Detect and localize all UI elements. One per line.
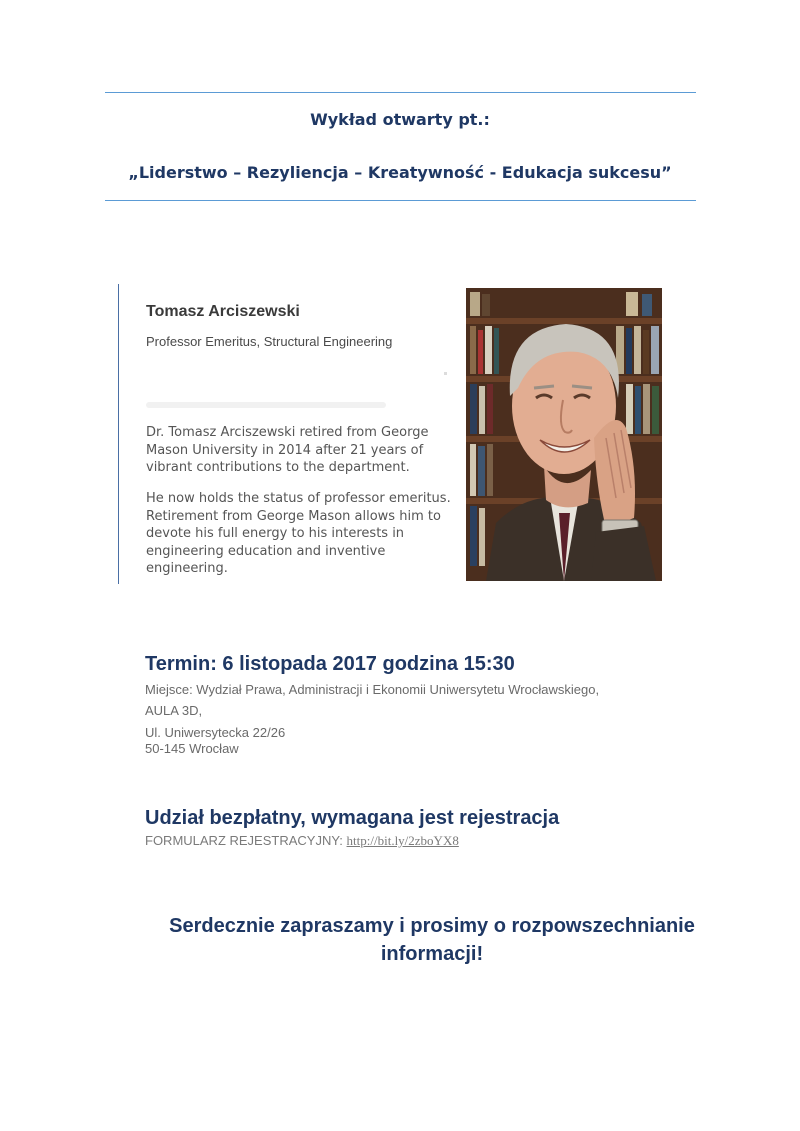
speaker-portrait-photo bbox=[466, 288, 662, 581]
top-divider bbox=[105, 92, 696, 93]
registration-form-line bbox=[145, 833, 459, 849]
speaker-bio-paragraph-2: He now holds the status of professor emeritus. Retirement from George Mason allows him to devote his full energy to his interests in engineering education and inventive engineering. bbox=[146, 491, 451, 576]
participation-notice: Udział bezpłatny, wymagana jest rejestracja bbox=[145, 807, 560, 829]
speaker-name: Tomasz Arciszewski bbox=[146, 303, 300, 320]
address-line: Miejsce: Wydział Prawa, Administracji i Ekonomii Uniwersytetu Wrocławskiego, bbox=[145, 682, 600, 697]
speaker-role: Professor Emeritus, Structural Engineering bbox=[146, 334, 393, 349]
lecture-title: „Liderstwo – Rezyliencja – Kreatywność - Edukacja sukcesu” bbox=[128, 163, 672, 182]
speaker-bio-paragraph-1: Dr. Tomasz Arciszewski retired from George Mason University in 2014 after 21 years of vibrant contributions to the department. bbox=[146, 425, 429, 475]
decorative-dot bbox=[444, 372, 447, 375]
invitation-line-2: informacji! bbox=[380, 943, 484, 965]
event-date-time: Termin: 6 listopada 2017 godzina 15:30 bbox=[145, 653, 515, 675]
lecture-label: Wykład otwarty pt.: bbox=[310, 110, 490, 129]
address-line: 50-145 Wrocław bbox=[145, 741, 239, 756]
invitation-line-1: Serdecznie zapraszamy i prosimy o rozpowszechnianie bbox=[169, 915, 695, 937]
bottom-divider bbox=[105, 200, 696, 201]
invitation-message bbox=[0, 912, 800, 968]
registration-form-label: FORMULARZ REJESTRACYJNY: bbox=[145, 833, 347, 848]
address-line: Ul. Uniwersytecka 22/26 bbox=[145, 725, 286, 740]
faded-text-line bbox=[146, 402, 386, 408]
address-line: AULA 3D, bbox=[145, 703, 203, 718]
registration-form-link[interactable]: http://bit.ly/2zboYX8 bbox=[346, 833, 459, 848]
card-accent-line bbox=[118, 284, 119, 584]
